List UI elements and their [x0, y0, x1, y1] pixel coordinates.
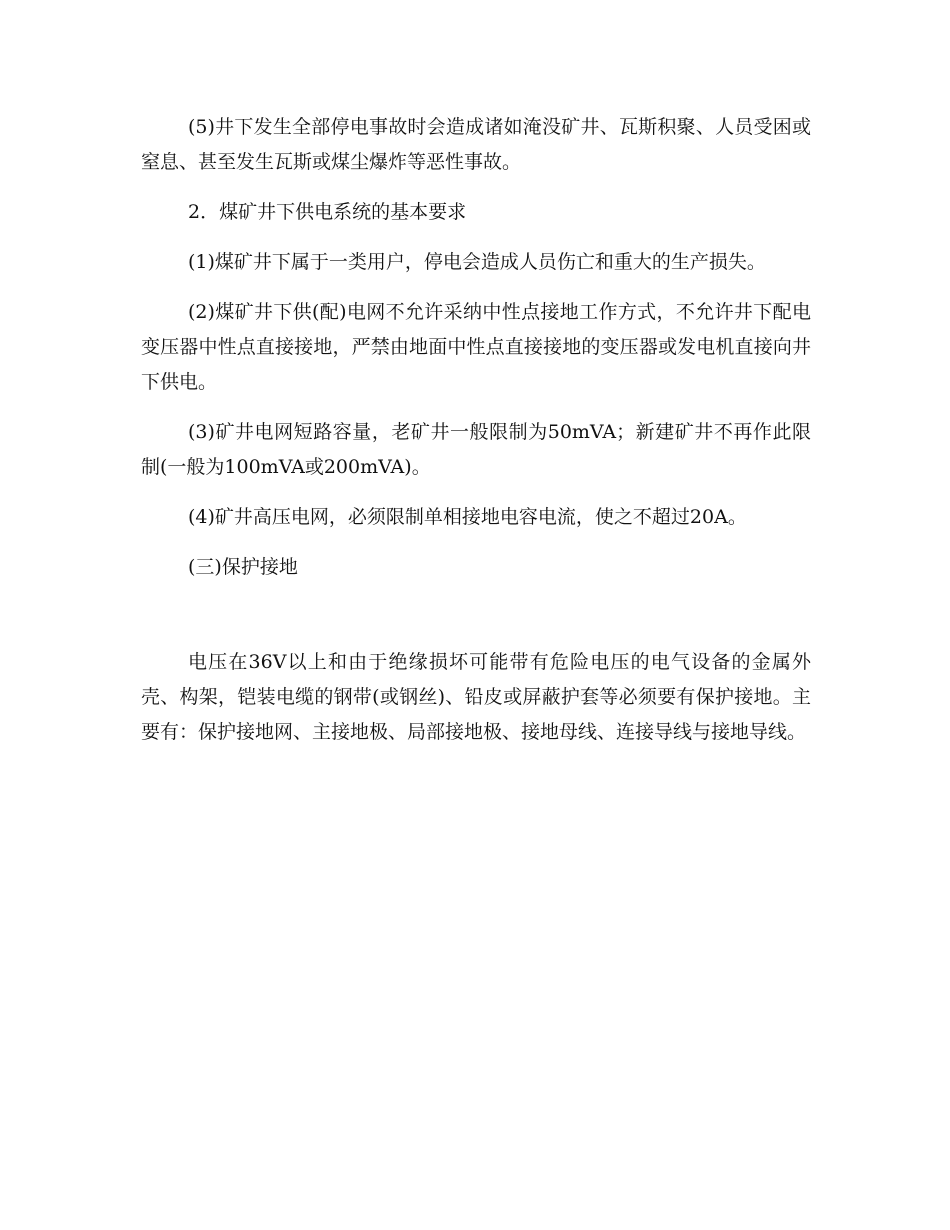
section-heading-2: 2．煤矿井下供电系统的基本要求: [188, 201, 467, 223]
document-body: [141, 110, 811, 765]
paragraph-item-5: (5)井下发生全部停电事故时会造成诸如淹没矿井、瓦斯积聚、人员受困或窒息、甚至发生瓦斯或煤尘爆炸等恶性事故。: [141, 116, 811, 173]
section-heading-protective-grounding: (三)保护接地: [188, 556, 298, 578]
paragraph-item-3: (3)矿井电网短路容量，老矿井一般限制为50mVA；新建矿井不再作此限制(一般为100mVA或200mVA)。: [141, 421, 811, 478]
paragraph-item-2: (2)煤矿井下供(配)电网不允许采纳中性点接地工作方式，不允许井下配电变压器中性点直接接地，严禁由地面中性点直接接地的变压器或发电机直接向井下供电。: [141, 301, 811, 393]
paragraph-item-1: (1)煤矿井下属于一类用户，停电会造成人员伤亡和重大的生产损失。: [188, 251, 766, 273]
section-gap: [141, 600, 811, 645]
paragraph-protective-grounding: 电压在36V以上和由于绝缘损坏可能带有危险电压的电气设备的金属外壳、构架，铠装电缆的钢带(或钢丝)、铅皮或屏蔽护套等必须要有保护接地。主要有：保护接地网、主接地极、局部接地极、接地母线、连接导线与接地导线。: [141, 651, 811, 743]
paragraph-item-4: (4)矿井高压电网，必须限制单相接地电容电流，使之不超过20A。: [188, 506, 747, 528]
